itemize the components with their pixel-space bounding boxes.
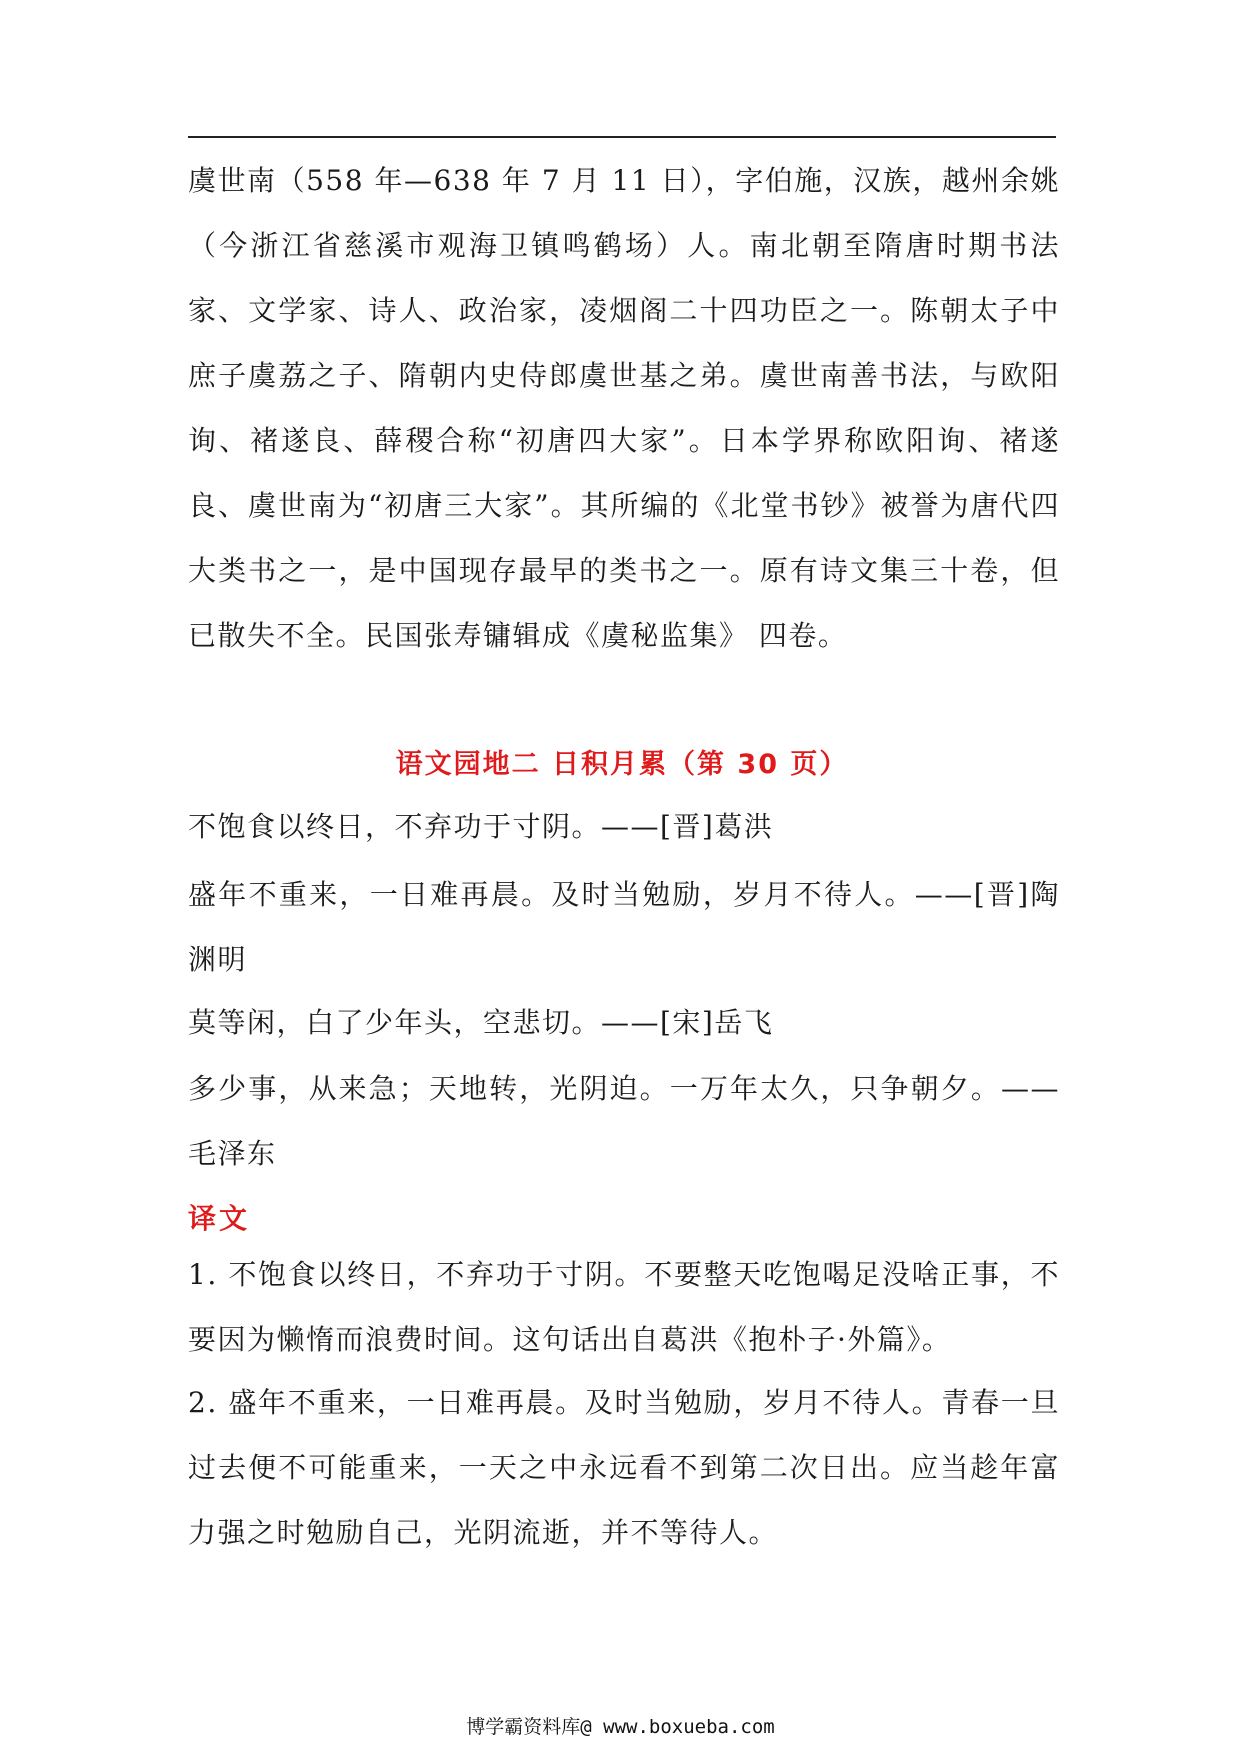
quote-2: 盛年不重来，一日难再晨。及时当勉励，岁月不待人。——[晋]陶渊明 [188, 878, 1060, 976]
footer-watermark: 博学霸资料库@ www.boxueba.com [466, 1716, 775, 1738]
quote-3: 莫等闲，白了少年头，空悲切。——[宋]岳飞 [188, 1006, 774, 1039]
section-title: 语文园地二 日积月累（第 30 页） [395, 749, 849, 780]
translation-item-2: 2. 盛年不重来，一日难再晨。及时当勉励，岁月不待人。青春一旦过去便不可能重来，一天之中永远看不到第二次日出。应当趁年富力强之时勉励自己，光阴流逝，并不等待人。 [188, 1386, 1060, 1549]
translation-item-1: 1. 不饱食以终日，不弃功于寸阴。不要整天吃饱喝足没啥正事，不要因为懒惰而浪费时间。这句话出自葛洪《抱朴子·外篇》。 [188, 1258, 1060, 1356]
quote-4: 多少事，从来急；天地转，光阴迫。一万年太久，只争朝夕。——毛泽东 [188, 1072, 1060, 1170]
translation-label: 译文 [188, 1202, 251, 1235]
biography-paragraph: 虞世南（558 年—638 年 7 月 11 日），字伯施，汉族，越州余姚（今浙江省慈溪市观海卫镇鸣鹤场）人。南北朝至隋唐时期书法家、文学家、诗人、政治家，凌烟阁二十四功臣之一。陈朝太子中庶子虞荔之子、隋朝内史侍郎虞世基之弟。虞世南善书法，与欧阳询、褚遂良、薛稷合称“初唐四大家”。日本学界称欧阳询、褚遂良、虞世南为“初唐三大家”。其所编的《北堂书钞》被誉为唐代四大类书之一，是中国现存最早的类书之一。原有诗文集三十卷，但已散失不全。民国张寿镛辑成《虞秘监集》 四卷。 [188, 164, 1060, 652]
quote-1: 不饱食以终日，不弃功于寸阴。——[晋]葛洪 [188, 810, 774, 843]
header-rule [188, 136, 1056, 138]
